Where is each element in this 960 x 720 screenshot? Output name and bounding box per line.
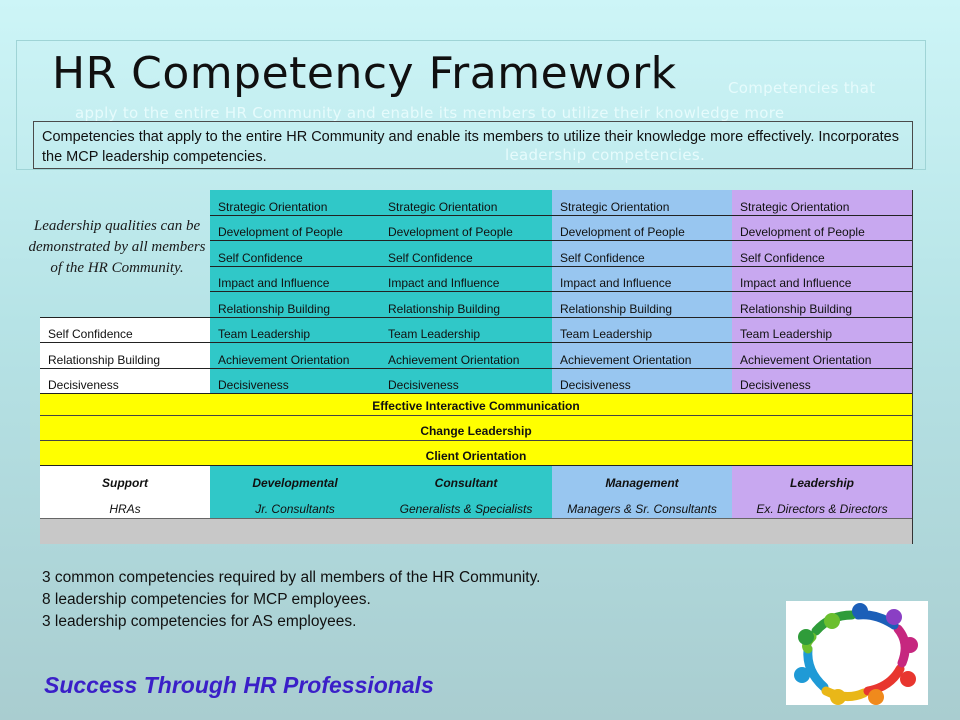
common-competency-3: Client Orientation xyxy=(40,440,912,465)
leadership-cell: Achievement Orientation xyxy=(380,343,552,369)
leadership-cell: Impact and Influence xyxy=(552,267,732,293)
grid-rule xyxy=(40,317,912,318)
grid-rule xyxy=(210,215,912,216)
leadership-cell: Relationship Building xyxy=(210,292,380,318)
leadership-cell: Team Leadership xyxy=(552,318,732,344)
grid-rule xyxy=(40,465,912,466)
leadership-cell: Achievement Orientation xyxy=(732,343,912,369)
competency-grid xyxy=(40,190,913,544)
slogan: Success Through HR Professionals xyxy=(44,672,434,698)
leadership-cell: Impact and Influence xyxy=(732,267,912,293)
grid-rule xyxy=(210,240,912,241)
leadership-cell: Self Confidence xyxy=(380,241,552,267)
level-name: Support xyxy=(40,466,210,492)
level-name: Developmental xyxy=(210,466,380,492)
common-competency-1: Effective Interactive Communication xyxy=(40,390,912,415)
leadership-cell: Strategic Orientation xyxy=(552,190,732,216)
leadership-cell: Decisiveness xyxy=(552,369,732,395)
leadership-cell: Team Leadership xyxy=(380,318,552,344)
leadership-cell: Development of People xyxy=(380,216,552,242)
ghost-text-1: Competencies that xyxy=(728,79,876,97)
leadership-cell: Impact and Influence xyxy=(380,267,552,293)
support-cell: Decisiveness xyxy=(40,369,210,395)
leadership-cell: Development of People xyxy=(210,216,380,242)
level-name: Management xyxy=(552,466,732,492)
leadership-cell: Self Confidence xyxy=(210,241,380,267)
level-name: Leadership xyxy=(732,466,912,492)
grid-rule xyxy=(210,266,912,267)
description-box: Competencies that apply to the entire HR Community and enable its members to utilize their knowledge more effectively. Incorporates the MCP leadership competencies. xyxy=(33,121,913,169)
leadership-cell: Decisiveness xyxy=(732,369,912,395)
grid-rule xyxy=(40,368,912,369)
leadership-cell: Strategic Orientation xyxy=(732,190,912,216)
grid-rule xyxy=(210,291,912,292)
leadership-cell: Development of People xyxy=(552,216,732,242)
support-cell: Self Confidence xyxy=(40,318,210,344)
leadership-cell: Development of People xyxy=(732,216,912,242)
level-group: Ex. Directors & Directors xyxy=(732,492,912,518)
people-circle-logo xyxy=(786,601,928,705)
level-group: Generalists & Specialists xyxy=(380,492,552,518)
leadership-cell: Relationship Building xyxy=(552,292,732,318)
leadership-cell: Self Confidence xyxy=(732,241,912,267)
leadership-cell: Achievement Orientation xyxy=(552,343,732,369)
ghost-text-2: apply to the entire HR Community and enable its members to utilize their knowledge more xyxy=(75,104,785,122)
grid-rule xyxy=(40,393,912,394)
leadership-cell: Decisiveness xyxy=(380,369,552,395)
summary-item: 3 leadership competencies for AS employees. xyxy=(42,613,357,630)
level-name: Consultant xyxy=(380,466,552,492)
level-group: Managers & Sr. Consultants xyxy=(552,492,732,518)
leadership-cell: Achievement Orientation xyxy=(210,343,380,369)
summary-list xyxy=(42,567,541,633)
ghost-text-3: leadership competencies. xyxy=(505,146,706,164)
leadership-cell: Impact and Influence xyxy=(210,267,380,293)
leadership-cell: Decisiveness xyxy=(210,369,380,395)
grid-rule xyxy=(40,342,912,343)
leadership-cell: Strategic Orientation xyxy=(210,190,380,216)
side-note: Leadership qualities can be demonstrated by all members of the HR Community. xyxy=(28,218,206,276)
level-group: HRAs xyxy=(40,492,210,518)
leadership-cell: Team Leadership xyxy=(210,318,380,344)
level-group: Jr. Consultants xyxy=(210,492,380,518)
summary-item: 3 common competencies required by all members of the HR Community. xyxy=(42,569,541,586)
leadership-cell: Relationship Building xyxy=(732,292,912,318)
page-title: HR Competency Framework xyxy=(52,48,677,99)
leadership-cell: Relationship Building xyxy=(380,292,552,318)
leadership-cell: Strategic Orientation xyxy=(380,190,552,216)
leadership-cell: Team Leadership xyxy=(732,318,912,344)
common-competency-2: Change Leadership xyxy=(40,415,912,440)
leadership-cell: Self Confidence xyxy=(552,241,732,267)
grid-footer-bar xyxy=(40,518,912,544)
support-cell: Relationship Building xyxy=(40,343,210,369)
summary-item: 8 leadership competencies for MCP employees. xyxy=(42,591,371,608)
